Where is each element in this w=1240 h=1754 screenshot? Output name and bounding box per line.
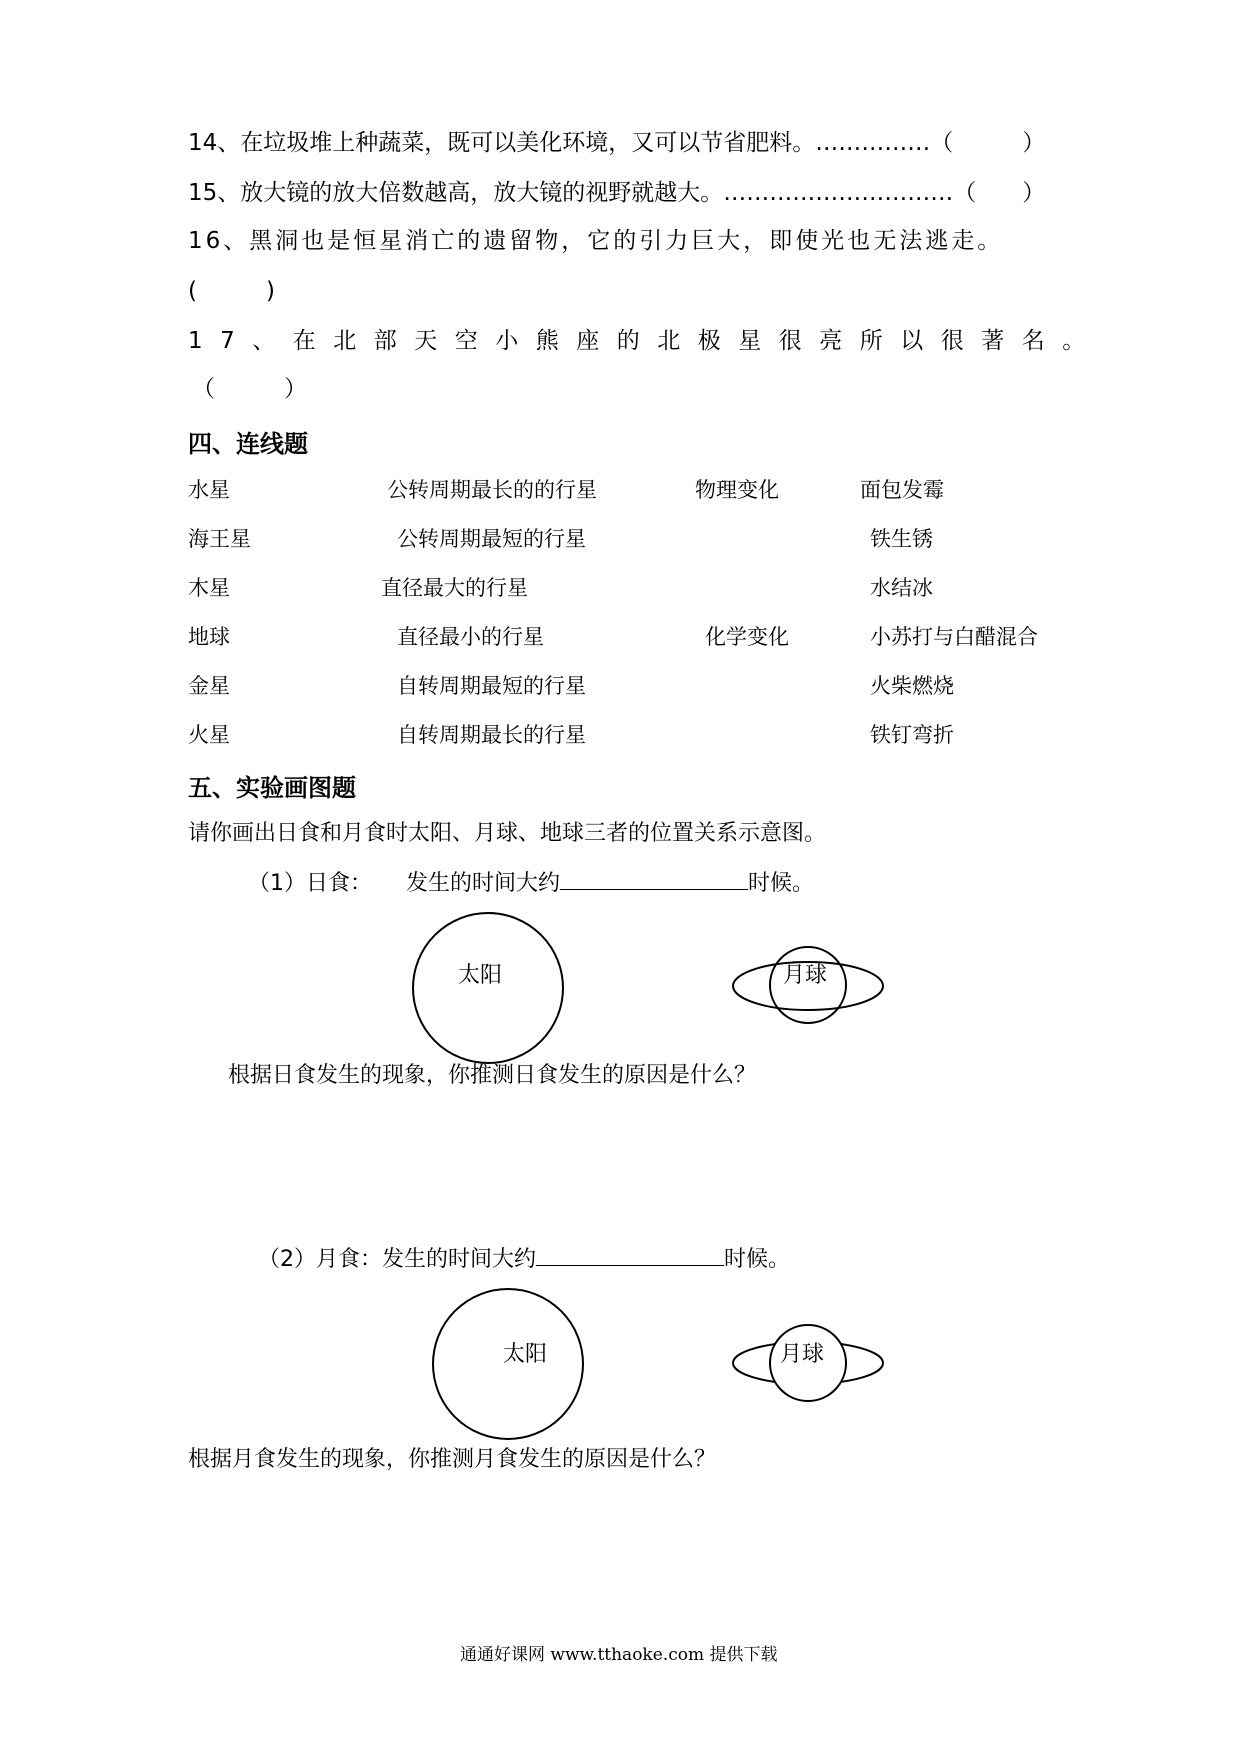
solar-eclipse-prompt: 发生的时间大约 xyxy=(406,871,561,896)
lunar-sun-label: 太阳 xyxy=(503,1342,548,1367)
phenomenon-item[interactable]: 小苏打与白醋混合 xyxy=(870,625,1038,649)
lunar-moon-label: 月球 xyxy=(780,1342,825,1367)
planet-item[interactable]: 火星 xyxy=(188,723,230,747)
question-17: 17、在北部天空小熊座的北极星很亮所以很著名。 xyxy=(188,328,1103,354)
planet-item[interactable]: 地球 xyxy=(188,625,230,649)
question-14: 14、在垃圾堆上种蔬菜，既可以美化环境，又可以节省肥料。……………（ ） xyxy=(188,130,1046,156)
change-type[interactable]: 物理变化 xyxy=(695,478,779,502)
solar-eclipse-suffix: 时候。 xyxy=(748,871,815,896)
phenomenon-item[interactable]: 铁钉弯折 xyxy=(870,723,954,747)
planet-description[interactable]: 公转周期最短的行星 xyxy=(397,527,586,551)
phenomenon-item[interactable]: 铁生锈 xyxy=(870,527,933,551)
question-17-answer-paren[interactable]: （ ） xyxy=(192,376,307,402)
planet-description[interactable]: 直径最小的行星 xyxy=(397,625,544,649)
lunar-eclipse-prompt: 发生的时间大约 xyxy=(382,1247,537,1272)
solar-moon-label: 月球 xyxy=(783,963,828,988)
planet-item[interactable]: 金星 xyxy=(188,674,230,698)
question-16-answer-paren[interactable]: ( ) xyxy=(188,278,275,304)
question-16: 16、黑洞也是恒星消亡的遗留物，它的引力巨大，即使光也无法逃走。 xyxy=(188,228,1004,254)
solar-eclipse-label: （1）日食： xyxy=(248,871,372,896)
planet-description[interactable]: 直径最大的行星 xyxy=(381,576,528,600)
change-type[interactable]: 化学变化 xyxy=(705,625,789,649)
section-4-heading: 四、连线题 xyxy=(188,430,308,458)
question-15: 15、放大镜的放大倍数越高，放大镜的视野就越大。…………………………（ ） xyxy=(188,180,1046,206)
planet-item[interactable]: 木星 xyxy=(188,576,230,600)
section-5-heading: 五、实验画图题 xyxy=(188,774,356,802)
section-5-intro: 请你画出日食和月食时太阳、月球、地球三者的位置关系示意图。 xyxy=(188,821,827,846)
planet-description[interactable]: 自转周期最短的行星 xyxy=(397,674,586,698)
lunar-eclipse-answer-blank[interactable] xyxy=(536,1243,724,1266)
planet-description[interactable]: 公转周期最长的的行星 xyxy=(387,478,597,502)
planet-description[interactable]: 自转周期最长的行星 xyxy=(397,723,586,747)
phenomenon-item[interactable]: 面包发霉 xyxy=(860,478,944,502)
planet-item[interactable]: 水星 xyxy=(188,478,230,502)
lunar-eclipse-question: 根据月食发生的现象，你推测月食发生的原因是什么？ xyxy=(188,1447,717,1472)
planet-item[interactable]: 海王星 xyxy=(188,527,251,551)
solar-sun-label: 太阳 xyxy=(458,963,503,988)
phenomenon-item[interactable]: 水结冰 xyxy=(870,576,933,600)
phenomenon-item[interactable]: 火柴燃烧 xyxy=(870,674,954,698)
lunar-eclipse-label: （2）月食： xyxy=(258,1247,382,1272)
lunar-eclipse-line xyxy=(258,1242,790,1273)
solar-eclipse-question: 根据日食发生的现象，你推测日食发生的原因是什么？ xyxy=(228,1063,757,1088)
lunar-eclipse-suffix: 时候。 xyxy=(724,1247,791,1272)
page-footer: 通通好课网 www.tthaoke.com 提供下载 xyxy=(460,1645,778,1665)
